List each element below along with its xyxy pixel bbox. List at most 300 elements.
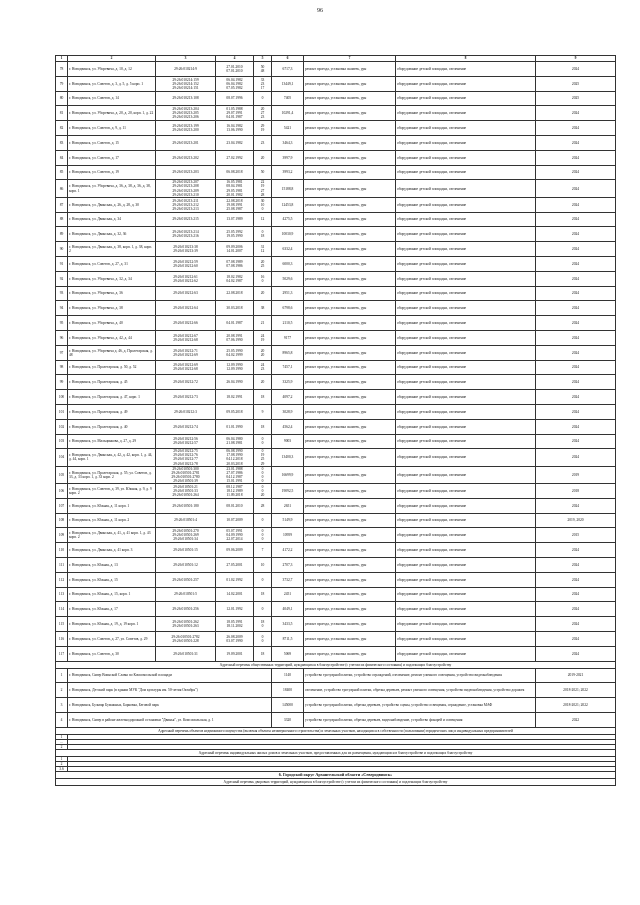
- table-cell: 78: [56, 62, 68, 77]
- table-cell: 8711,5: [272, 632, 304, 647]
- table-cell: 104: [56, 449, 68, 466]
- table-cell: 3028,9: [272, 404, 304, 419]
- table-cell: 06.04.1980 21.08.1981: [216, 434, 254, 449]
- table-cell: 2024: [536, 150, 616, 165]
- table-cell: 29:26:010212:74: [156, 419, 216, 434]
- table-cell: 18: [254, 587, 272, 602]
- table-cell: 27.02.1992: [216, 150, 254, 165]
- table-cell: 117: [56, 646, 68, 661]
- table-cell: 90: [56, 242, 68, 257]
- table-row: [56, 572, 616, 587]
- table-cell: ремонт проезда, установка скамеек, урн: [304, 390, 396, 405]
- table-cell: г. Новодвинск, ул. Южная, д. 15: [68, 572, 156, 587]
- table-cell: 2024: [536, 572, 616, 587]
- table-cell: 29:26:010213:204 29:26:010213:205 29:26:010213:206: [156, 106, 216, 121]
- table-cell: 29:26:010501:21 29:26:010501:33 29:26:010501:264: [156, 484, 216, 499]
- table-cell: г. Новодвинск, ул. Советов, д. 27, д. 31: [68, 256, 156, 271]
- table-cell: 3320: [272, 713, 304, 728]
- table-cell: 109: [56, 528, 68, 543]
- table-cell: 79: [56, 76, 68, 91]
- table-cell: 19092,5: [272, 484, 304, 499]
- table-cell: оборудование детской площадки, озеленение: [396, 330, 536, 345]
- table-cell: 0 0: [254, 632, 272, 647]
- table-cell: 50: [254, 165, 272, 180]
- table-row: [56, 390, 616, 405]
- table-cell: 16699,9: [272, 466, 304, 483]
- table-cell: 4049,1: [272, 602, 304, 617]
- table-cell: г. Новодвинск, ул. Пролетарская, д. 49: [68, 404, 156, 419]
- table-cell: 2024: [536, 587, 616, 602]
- table-cell: 81: [56, 106, 68, 121]
- table-row: [56, 316, 616, 331]
- table-cell: 2024: [536, 62, 616, 77]
- table-cell: устройство тротуарной плитки, устройство ограждений, озеленение, ремонт уличного освещения, устройство видеонаблюдения: [304, 668, 536, 683]
- table-cell: 2024: [536, 212, 616, 227]
- table-cell: ремонт проезда, установка скамеек, урн: [304, 449, 396, 466]
- table-cell: 108: [56, 513, 68, 528]
- table-cell: г. Новодвинск, ул. Двинская, д. 41, д. 41 корп. 1, д. 43 корп. 2: [68, 528, 156, 543]
- table-cell: 06.08.2018: [216, 165, 254, 180]
- table-cell: 5029,6: [272, 271, 304, 286]
- table-cell: 18400: [272, 683, 304, 698]
- table-row: [56, 434, 616, 449]
- table-cell: 29:26:010214:9: [156, 62, 216, 77]
- table-cell: 6332,4: [272, 242, 304, 257]
- table-cell: 20 20: [254, 345, 272, 360]
- table-cell: ремонт проезда, установка скамеек, урн: [304, 197, 396, 212]
- table-cell: оборудование детской площадки, озеленение: [396, 165, 536, 180]
- table-cell: 2: [56, 683, 68, 698]
- table-cell: 2951,3: [272, 286, 304, 301]
- table-cell: г. Новодвинск, ул. Южная, д. 13: [68, 558, 156, 573]
- table-cell: г. Новодвинск, ул. Советов, д. 17: [68, 150, 156, 165]
- table-cell: 4275,5: [272, 212, 304, 227]
- table-cell: 29:26:010212:64: [156, 301, 216, 316]
- table-row: [56, 587, 616, 602]
- table-row: [56, 62, 616, 77]
- table-cell: 06.08.1990 17.08.1990 04.12.2018 20.03.2018: [216, 449, 254, 466]
- table-cell: 18 0: [254, 617, 272, 632]
- table-cell: 29:26:010212:72: [156, 375, 216, 390]
- table-cell: 09.06.2009: [216, 543, 254, 558]
- table-cell: г. Новодвинск, ул. Двинская, д. 41 корп. 3: [68, 543, 156, 558]
- table-cell: ремонт проезда, установка скамеек, урн: [304, 434, 396, 449]
- table-row: [56, 498, 616, 513]
- table-cell: 8: [396, 56, 536, 62]
- table-cell: 23: [254, 135, 272, 150]
- table-row: [56, 256, 616, 271]
- section-band: [56, 661, 616, 668]
- table-cell: 2024: [536, 404, 616, 419]
- table-cell: 10030,9: [272, 227, 304, 242]
- table-cell: 22.08.2018 19.08.1991 25.08.1987: [216, 197, 254, 212]
- table-cell: 29:26:010212:66: [156, 316, 216, 331]
- table-cell: оборудование детской площадки, озеленение: [396, 572, 536, 587]
- table-cell: Адресный перечень дворовых территорий, нуждающихся в благоустройстве (с учетом их физического состояния) и подлежащих благоустройству: [56, 779, 616, 786]
- table-cell: оборудование детской площадки, озеленение: [396, 419, 536, 434]
- table-cell: г. Новодвинск, ул. Двинская, д. 32, 36: [68, 227, 156, 242]
- table-cell: г. Новодвинск, Детский парк (в здании МУК "Дом культуры им. 50-летия Октября"): [68, 683, 272, 698]
- table-cell: г. Новодвинск, ул. Пролетарская, д. 40: [68, 419, 156, 434]
- table-cell: 99: [56, 375, 68, 390]
- table-cell: 2019, 2020: [536, 513, 616, 528]
- table-cell: 2651: [272, 498, 304, 513]
- table-cell: 2: [68, 56, 156, 62]
- table-cell: 0 18: [254, 227, 272, 242]
- table-cell: ремонт проезда, установка скамеек, урн: [304, 419, 396, 434]
- table-cell: оборудование детской площадки, озеленение: [396, 242, 536, 257]
- table-cell: 85: [56, 165, 68, 180]
- table-cell: 12453,8: [272, 197, 304, 212]
- table-cell: 3464,3: [272, 135, 304, 150]
- table-cell: 80: [56, 91, 68, 106]
- table-cell: 2024: [536, 419, 616, 434]
- table-cell: оборудование детской площадки, озеленение: [396, 375, 536, 390]
- table-cell: 23.01.1988 27.07.1986 04.12.1987 15.01.1991: [216, 466, 254, 483]
- table-cell: 103: [56, 434, 68, 449]
- table-cell: 26.04.1990: [216, 375, 254, 390]
- table-cell: ремонт проезда, установка скамеек, урн: [304, 76, 396, 91]
- table-row: [56, 121, 616, 136]
- table-cell: 29:26:010213:202: [156, 150, 216, 165]
- table-row: [56, 513, 616, 528]
- table-cell: г. Новодвинск, ул. Южная, д. 17: [68, 602, 156, 617]
- table-cell: 2024: [536, 135, 616, 150]
- table-cell: 29:26:010212:3: [156, 404, 216, 419]
- table-cell: 8965,8: [272, 345, 304, 360]
- table-row: [56, 330, 616, 345]
- table-cell: 2024: [536, 330, 616, 345]
- table-cell: 3732,7: [272, 572, 304, 587]
- table-cell: ремонт проезда, установка скамеек, урн: [304, 572, 396, 587]
- table-cell: 10.07.2009: [216, 513, 254, 528]
- table-cell: 5069: [272, 646, 304, 661]
- table-cell: 2022: [536, 713, 616, 728]
- table-cell: 29 19: [254, 121, 272, 136]
- table-cell: ремонт проезда, установка скамеек, урн: [304, 617, 396, 632]
- table-cell: 50 48: [254, 62, 272, 77]
- table-cell: г. Новодвинск, Сквер в районе железнодорожной остановки "Двинья", ул. Комсомольская, д. 1: [68, 713, 272, 728]
- table-cell: 21: [254, 316, 272, 331]
- table-cell: оборудование детской площадки, озеленение: [396, 558, 536, 573]
- table-cell: ремонт проезда, установка скамеек, урн: [304, 150, 396, 165]
- table-cell: 2451: [272, 587, 304, 602]
- table-cell: оборудование детской площадки, озеленение: [396, 212, 536, 227]
- table-cell: оборудование детской площадки, озеленение: [396, 404, 536, 419]
- table-cell: 3.6: [56, 767, 68, 772]
- table-cell: 2025: [536, 91, 616, 106]
- table-cell: г. Новодвинск, ул. Уборевича, д. 10, д. 12: [68, 62, 156, 77]
- table-cell: 2018: [536, 484, 616, 499]
- table-cell: 20: [254, 375, 272, 390]
- table-cell: оборудование детской площадки, озеленение: [396, 466, 536, 483]
- table-cell: 33 23 17: [254, 76, 272, 91]
- table-cell: 14.02.2001: [216, 587, 254, 602]
- table-cell: 115: [56, 617, 68, 632]
- table-cell: 26.08.2009 03.07.1990: [216, 632, 254, 647]
- table-cell: 29:26:010213:38 29:26:010213:39: [156, 242, 216, 257]
- table-cell: 09.09.2006 14.01.2007: [216, 242, 254, 257]
- table-cell: оборудование детской площадки, озеленение: [396, 434, 536, 449]
- table-row: [56, 602, 616, 617]
- table-cell: г. Новодвинск, ул. Южная, д. 15, корп. 1: [68, 587, 156, 602]
- table-cell: 1: [56, 56, 68, 62]
- table-cell: 0 19 25 29: [254, 449, 272, 466]
- table-cell: г. Новодвинск, ул. Советов, д. 19: [68, 165, 156, 180]
- table-cell: 95: [56, 316, 68, 331]
- table-row: [56, 484, 616, 499]
- table-cell: ремонт проезда, установка скамеек, урн: [304, 498, 396, 513]
- table-cell: 0 0 0: [254, 528, 272, 543]
- table-cell: 29:26:010213:203: [156, 165, 216, 180]
- table-cell: 18: [254, 390, 272, 405]
- table-cell: 4097,2: [272, 390, 304, 405]
- table-cell: г. Новодвинск, ул. Пролетарская, д. 47, корп. 1: [68, 390, 156, 405]
- table-cell: 29:26:010212:73: [156, 390, 216, 405]
- table-cell: 12.01.1992: [216, 602, 254, 617]
- table-cell: 29:26:010501:2782 29:26:010501:228: [156, 632, 216, 647]
- table-cell: 113: [56, 587, 68, 602]
- table-row: [56, 632, 616, 647]
- table-cell: 29:26:010213:214 29:26:010213:216: [156, 227, 216, 242]
- table-row: [56, 345, 616, 360]
- table-cell: 2024: [536, 271, 616, 286]
- table-cell: ремонт проезда, установка скамеек, урн: [304, 558, 396, 573]
- table-cell: 18.02.1991: [216, 390, 254, 405]
- table-cell: 29:26:010501:257: [156, 572, 216, 587]
- table-cell: 29:26:010501:262 29:26:010501:263: [156, 617, 216, 632]
- table-cell: оборудование детской площадки, озеленение: [396, 316, 536, 331]
- table-cell: оборудование детской площадки, озеленение: [396, 360, 536, 375]
- table-cell: 29:26:010501:12: [156, 558, 216, 573]
- section-title-row: [56, 772, 616, 779]
- table-cell: 29:26:010212:59 29:26:010212:60: [156, 256, 216, 271]
- table-cell: 9: [254, 404, 272, 419]
- table-cell: 9: [536, 56, 616, 62]
- table-cell: ремонт проезда, установка скамеек, урн: [304, 375, 396, 390]
- table-cell: 89: [56, 227, 68, 242]
- table-cell: 29:26:010501:5: [156, 587, 216, 602]
- table-cell: ремонт проезда, установка скамеек, урн: [304, 91, 396, 106]
- table-cell: Адресный перечень общественных территорий, нуждающихся в благоустройстве (с учетом их физического состояния) и подлежащих благоустройству: [56, 661, 616, 668]
- table-cell: 29:26:010212:61 29:26:010212:62: [156, 271, 216, 286]
- table-cell: 20.08.1991 07.06.1990: [216, 330, 254, 345]
- table-cell: оборудование детской площадки, озеленение: [396, 135, 536, 150]
- table-cell: оборудование детской площадки, озеленение: [396, 180, 536, 197]
- table-cell: г. Новодвинск, ул. Уборевича, д. 20, д. 20, корп. 1, д. 22: [68, 106, 156, 121]
- table-cell: 29:26:010501:180: [156, 498, 216, 513]
- table-row: [56, 617, 616, 632]
- table-cell: ремонт проезда, установка скамеек, урн: [304, 484, 396, 499]
- table-cell: г. Новодвинск, ул. Советов, д. 3, д. 5, д. 5 корп. 1: [68, 76, 156, 91]
- table-cell: 5: [254, 56, 272, 62]
- table-cell: 145000: [272, 698, 304, 713]
- table-cell: 4562,4: [272, 419, 304, 434]
- table-cell: 1: [56, 757, 68, 762]
- table-cell: г. Новодвинск, ул. Мальцинкова, д. 27, д. 29: [68, 434, 156, 449]
- table-row: [56, 242, 616, 257]
- table-row: [56, 301, 616, 316]
- table-cell: 5149,9: [272, 513, 304, 528]
- table-cell: 2024: [536, 197, 616, 212]
- table-cell: оборудование детской площадки, озеленение: [396, 646, 536, 661]
- table-cell: 29:26:010213:199 29:26:010213:200: [156, 121, 216, 136]
- table-row: [56, 360, 616, 375]
- table-cell: ремонт проезда, установка скамеек, урн: [304, 316, 396, 331]
- table-cell: 87: [56, 197, 68, 212]
- table-row: [56, 558, 616, 573]
- table-cell: 2019-2021: [536, 668, 616, 683]
- table-cell: ремонт проезда, установка скамеек, урн: [304, 62, 396, 77]
- table-cell: 15188,8: [272, 180, 304, 197]
- table-cell: устройство тротуарной плитки, обрезка деревьев, устройство сцены, устройство освещения, ограждение, установка МАФ: [304, 698, 536, 713]
- table-cell: 4: [216, 56, 254, 62]
- table-cell: г. Новодвинск, Сквер Воинской Славы по Комсомольской площади: [68, 668, 272, 683]
- table-cell: 7: [304, 56, 396, 62]
- table-cell: 18.05.1991 18.11.2002: [216, 617, 254, 632]
- table-cell: ремонт проезда, установка скамеек, урн: [304, 180, 396, 197]
- table-cell: 2024: [536, 316, 616, 331]
- section-band: [56, 750, 616, 757]
- table-cell: Адресный перечень объектов недвижимого имущества (включая объекты незавершенного строительства) и земельных участков, находящихся в собственности (пользовании) юридических лиц и индивидуальных предпринимателей: [56, 727, 616, 734]
- table-cell: 1: [56, 734, 68, 739]
- table-cell: 2: [56, 762, 68, 767]
- table-cell: 7457,1: [272, 360, 304, 375]
- table-cell: ремонт проезда, установка скамеек, урн: [304, 602, 396, 617]
- table-cell: 3993,2: [272, 165, 304, 180]
- table-cell: г. Новодвинск, ул. Советов, д. 30: [68, 646, 156, 661]
- table-cell: 18: [254, 646, 272, 661]
- table-cell: 91: [56, 256, 68, 271]
- table-row: [56, 404, 616, 419]
- table-row: [56, 668, 616, 683]
- table-cell: 16.05.1981 08.04.1981 29.05.1981 20.01.1982: [216, 180, 254, 197]
- table-cell: 2024: [536, 617, 616, 632]
- table-cell: ремонт проезда, установка скамеек, урн: [304, 271, 396, 286]
- table-cell: оборудование детской площадки, озеленение: [396, 62, 536, 77]
- table-cell: 25.05.1990 04.02.1999: [216, 345, 254, 360]
- table-row: [56, 135, 616, 150]
- table-cell: оборудование детской площадки, озеленение: [396, 449, 536, 466]
- table-cell: 29:26:010213:211 29:26:010213:212 29:26:010213:213: [156, 197, 216, 212]
- table-cell: 29:26:010212:75 29:26:010212:76 29:26:010212:77 29:26:010212:78: [156, 449, 216, 466]
- table-cell: ремонт проезда, установка скамеек, урн: [304, 330, 396, 345]
- table-row: [56, 227, 616, 242]
- table-row: [56, 528, 616, 543]
- table-cell: г. Новодвинск, ул. Советов, д. 14: [68, 91, 156, 106]
- table-cell: г. Новодвинск, ул. Пролетарская, д. 55; ул. Советов, д. 33, д. 33 корп. 1, д. 33 корп. 2: [68, 466, 156, 483]
- table-row: [56, 106, 616, 121]
- table-cell: г. Новодвинск, ул. Пролетарская, д. 45: [68, 375, 156, 390]
- table-cell: оборудование детской площадки, озеленение: [396, 227, 536, 242]
- table-cell: оборудование детской площадки, озеленение: [396, 301, 536, 316]
- table-cell: ремонт проезда, установка скамеек, урн: [304, 212, 396, 227]
- table-cell: 6000,3: [272, 256, 304, 271]
- table-cell: 3: [156, 56, 216, 62]
- table-cell: 0: [254, 513, 272, 528]
- table-cell: ...: [56, 739, 68, 744]
- table-cell: г. Новодвинск, ул. Двинская, д. 38, корп. 1, д. 38, корп. 2: [68, 242, 156, 257]
- table-cell: ремонт проезда, установка скамеек, урн: [304, 135, 396, 150]
- table-cell: 2024: [536, 632, 616, 647]
- table-cell: 3997,9: [272, 150, 304, 165]
- address-table: [55, 55, 616, 786]
- table-cell: 98: [56, 360, 68, 375]
- table-cell: 38: [254, 301, 272, 316]
- table-cell: оборудование детской площадки, озеленение: [396, 121, 536, 136]
- table-cell: 2024: [536, 227, 616, 242]
- table-cell: 16 0: [254, 271, 272, 286]
- table-cell: 22 19 27 28: [254, 180, 272, 197]
- table-cell: 29:26:010213:215: [156, 212, 216, 227]
- table-cell: оборудование детской площадки, озеленение: [396, 513, 536, 528]
- table-cell: 18.02.1982 04.02.1987: [216, 271, 254, 286]
- table-cell: 2: [56, 744, 68, 749]
- table-cell: 2024: [536, 558, 616, 573]
- table-cell: 111: [56, 558, 68, 573]
- table-row: [56, 76, 616, 91]
- table-cell: ремонт проезда, установка скамеек, урн: [304, 106, 396, 121]
- table-cell: 23.04.1982: [216, 135, 254, 150]
- table-cell: 10959: [272, 528, 304, 543]
- table-cell: оборудование детской площадки, озеленение: [396, 543, 536, 558]
- table-cell: г. Новодвинск, ул. Уборевича, д. 36: [68, 286, 156, 301]
- table-cell: 1: [56, 668, 68, 683]
- table-cell: оборудование детской площадки, озеленение: [396, 602, 536, 617]
- table-cell: 29:26:010501:300 29:26:010501:2781 29:26:010501:2780 29:26:010501:39: [156, 466, 216, 483]
- table-cell: г. Новодвинск, ул. Уборевича, д. 32, д. 34: [68, 271, 156, 286]
- table-cell: ремонт проезда, установка скамеек, урн: [304, 345, 396, 360]
- table-cell: 2024: [536, 390, 616, 405]
- table-cell: ремонт проезда, установка скамеек, урн: [304, 513, 396, 528]
- table-cell: оборудование детской площадки, озеленение: [396, 528, 536, 543]
- table-cell: г. Новодвинск, ул. Уборевича, д. 42, д. 44: [68, 330, 156, 345]
- table-cell: 09.05.2018: [216, 404, 254, 419]
- table-cell: 20: [254, 150, 272, 165]
- table-cell: 2024: [536, 498, 616, 513]
- table-cell: 2025: [536, 76, 616, 91]
- table-row: [56, 180, 616, 197]
- table-cell: 2024: [536, 646, 616, 661]
- table-cell: 0 0: [254, 434, 272, 449]
- table-cell: 6798,6: [272, 301, 304, 316]
- table-cell: 92: [56, 271, 68, 286]
- table-cell: г. Новодвинск, ул. Двинская, д. 34: [68, 212, 156, 227]
- table-cell: 2024: [536, 375, 616, 390]
- table-cell: оборудование детской площадки, озеленение: [396, 632, 536, 647]
- table-cell: 0: [254, 572, 272, 587]
- table-cell: ремонт проезда, установка скамеек, урн: [304, 404, 396, 419]
- table-cell: устройство тротуарной плитки, обрезка деревьев, видеонаблюдение, устройство фонарей и освещения: [304, 713, 536, 728]
- table-cell: 27.01.2010 07.01.2010: [216, 62, 254, 77]
- table-cell: г. Новодвинск, ул. Советов, д. 39, ул. Южная, д. 9, д. 9 корп. 2: [68, 484, 156, 499]
- table-cell: ремонт проезда, установка скамеек, урн: [304, 646, 396, 661]
- table-row: [56, 543, 616, 558]
- table-cell: 29:26:010213:108: [156, 91, 216, 106]
- table-cell: 30 10 0: [254, 197, 272, 212]
- table-row: [56, 698, 616, 713]
- table-cell: 29:26:010213:207 29:26:010213:208 29:26:010213:209 29:26:010213:210: [156, 180, 216, 197]
- table-cell: ремонт проезда, установка скамеек, урн: [304, 360, 396, 375]
- table-cell: 29:26:010501:15: [156, 543, 216, 558]
- table-cell: 107: [56, 498, 68, 513]
- table-cell: оборудование детской площадки, озеленение: [396, 76, 536, 91]
- table-cell: 6: [272, 56, 304, 62]
- table-cell: 9177: [272, 330, 304, 345]
- table-cell: 2024: [536, 301, 616, 316]
- table-cell: 16.04.1982 13.06.1990: [216, 121, 254, 136]
- table-cell: г. Новодвинск, ул. Двинская, д. 42, д. 42, корп. 1, д. 44, д. 44, корп. 1: [68, 449, 156, 466]
